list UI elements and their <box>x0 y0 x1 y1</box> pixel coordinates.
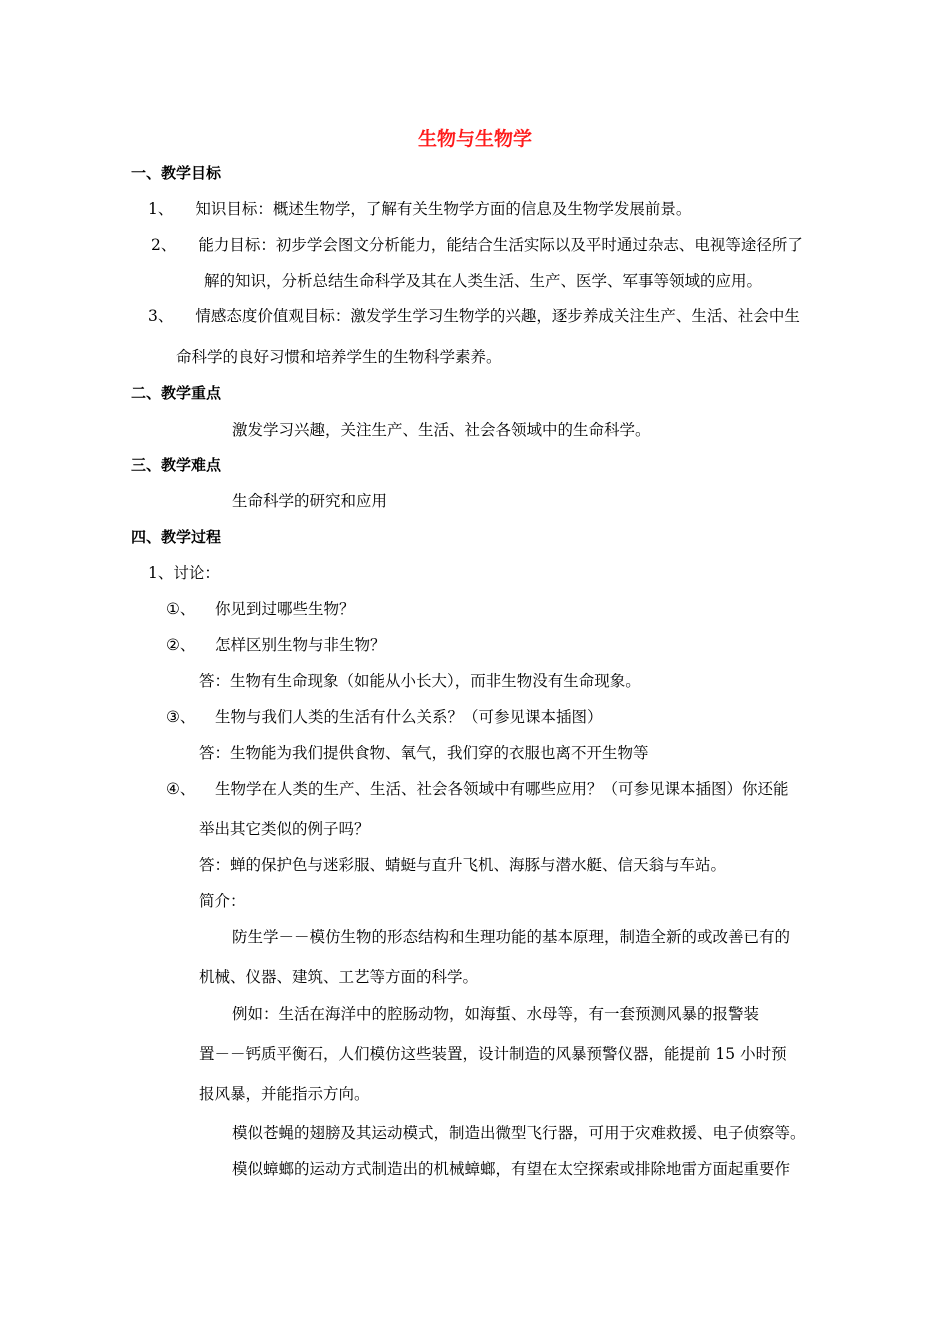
objective-item-3 <box>148 306 800 326</box>
bionics-line-2: 机械、仪器、建筑、工艺等方面的科学。 <box>199 968 479 986</box>
section-heading-key-points: 二、教学重点 <box>131 384 222 402</box>
section-heading-process: 四、教学过程 <box>131 528 222 546</box>
question-2 <box>166 635 386 655</box>
cockroach-paragraph: 模似蟑螂的运动方式制造出的机械蟑螂，有望在太空探索或排除地雷方面起重要作 <box>232 1160 791 1178</box>
objective-1-text: 知识目标：概述生物学，了解有关生物学方面的信息及生物学发展前景。 <box>195 200 692 218</box>
question-4-line-2: 举出其它类似的例子吗？ <box>199 820 370 838</box>
objective-3-line-2: 命科学的良好习惯和培养学生的生物科学素养。 <box>176 348 502 366</box>
section-heading-objectives: 一、教学目标 <box>131 164 222 182</box>
objective-item-1 <box>148 199 691 219</box>
question-1-text: 你见到过哪些生物？ <box>215 600 355 618</box>
intro-label: 简介： <box>199 892 246 910</box>
question-1 <box>166 599 355 619</box>
example-line-3: 报风暴，并能指示方向。 <box>199 1085 370 1103</box>
objective-3-line-1: 情感态度价值观目标：激发学生学习生物学的兴趣，逐步养成关注生产、生活、社会中生 <box>195 307 800 325</box>
objective-2-number: 2、 <box>151 236 177 254</box>
answer-3: 答：生物能为我们提供食物、氧气，我们穿的衣服也离不开生物等 <box>199 744 649 762</box>
difficulties-text: 生命科学的研究和应用 <box>232 492 388 510</box>
question-4 <box>166 779 789 799</box>
document-title: 生物与生物学 <box>417 128 532 150</box>
example-line-1: 例如：生活在海洋中的腔肠动物，如海蜇、水母等，有一套预测风暴的报警装 <box>232 1005 760 1023</box>
objective-2-line-2: 解的知识，分析总结生命科学及其在人类生活、生产、医学、军事等领域的应用。 <box>204 272 763 290</box>
question-3-text: 生物与我们人类的生活有什么关系？（可参见课本插图） <box>215 708 603 726</box>
question-4-line-1: 生物学在人类的生产、生活、社会各领域中有哪些应用？（可参见课本插图）你还能 <box>215 780 789 798</box>
section-heading-difficulties: 三、教学难点 <box>131 456 222 474</box>
question-3-mark: ③、 <box>166 708 196 726</box>
question-2-mark: ②、 <box>166 636 196 654</box>
question-4-mark: ④、 <box>166 780 196 798</box>
bionics-line-1: 防生学－－模仿生物的形态结构和生理功能的基本原理，制造全新的或改善已有的 <box>232 928 791 946</box>
objective-3-number: 3、 <box>148 307 174 325</box>
objective-1-number: 1、 <box>148 200 174 218</box>
objective-2-line-1: 能力目标：初步学会图文分析能力，能结合生活实际以及平时通过杂志、电视等途径所了 <box>198 236 803 254</box>
discussion-label: 1、讨论： <box>148 564 220 582</box>
question-1-mark: ①、 <box>166 600 196 618</box>
question-2-text: 怎样区别生物与非生物？ <box>215 636 386 654</box>
key-points-text: 激发学习兴趣，关注生产、生活、社会各领域中的生命科学。 <box>232 421 651 439</box>
example-line-2: 置－－钙质平衡石，人们模仿这些装置，设计制造的风暴预警仪器，能提前 15 小时预 <box>199 1045 787 1063</box>
objective-item-2 <box>151 235 803 255</box>
answer-2: 答：生物有生命现象（如能从小长大），而非生物没有生命现象。 <box>199 672 641 690</box>
fly-paragraph: 模似苍蝇的翅膀及其运动模式，制造出微型飞行器，可用于灾难救援、电子侦察等。 <box>232 1124 806 1142</box>
question-3 <box>166 707 603 727</box>
answer-4: 答：蝉的保护色与迷彩服、蜻蜓与直升飞机、海豚与潜水艇、信天翁与车站。 <box>199 856 727 874</box>
